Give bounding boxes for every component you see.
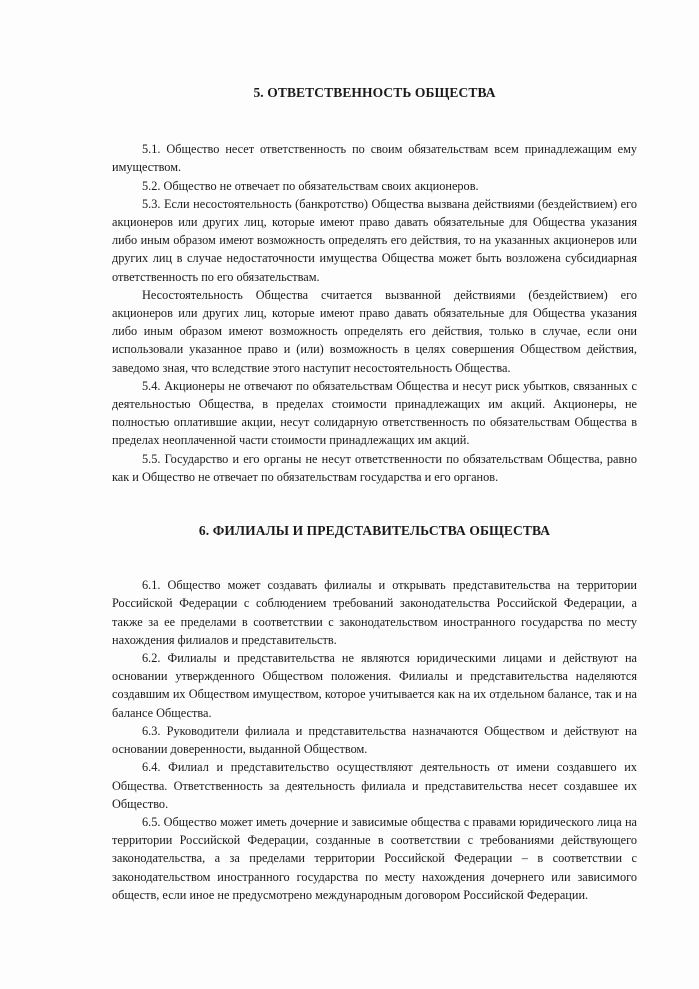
paragraph-6-3: 6.3. Руководители филиала и представительства назначаются Обществом и действуют на основании доверенности, выданной Обществом. [112, 723, 637, 757]
paragraph-5-5: 5.5. Государство и его органы не несут ответственности по обязательствам Общества, равно как и Общество не отвечает по обязательствам государства и его органов. [112, 451, 637, 484]
document-content [112, 84, 637, 904]
paragraph-6-1: 6.1. Общество может создавать филиалы и открывать представительства на территории Российской Федерации с соблюдением требований законодательства Российской Федерации, а также за ее пределами в соответствии с законодательством иностранного государства по месту нахождения филиалов и представительств. [112, 578, 637, 647]
paragraph-5-2: 5.2. Общество не отвечает по обязательствам своих акционеров. [142, 178, 479, 193]
section-6-heading: 6. ФИЛИАЛЫ И ПРЕДСТАВИТЕЛЬСТВА ОБЩЕСТВА [198, 523, 551, 539]
paragraph-5-1: 5.1. Общество несет ответственность по своим обязательствам всем принадлежащим ему имуществом. [112, 142, 637, 175]
paragraph-5-3: 5.3. Если несостоятельность (банкротство) Общества вызвана действиями (бездействием) его акционеров или других лиц, которые имеют право давать обязательные для Общества указания либо иным образом имеют возможность определять его действия, то на указанных акционеров или других лиц в случае недостаточности имущества Общества может быть возложена субсидиарная ответственность по его обязательствам. [112, 196, 637, 284]
paragraph-6-2: 6.2. Филиалы и представительства не являются юридическими лицами и действуют на основании утвержденного Обществом положения. Филиалы и представительства наделяются создавшим их Обществом имуществом, которое учитывается как на их отдельном балансе, так и на балансе Общества. [112, 651, 637, 720]
paragraph-6-5: 6.5. Общество может иметь дочерние и зависимые общества с правами юридического лица на территории Российской Федерации, созданные в соответствии с требованиями действующего законодательства, а за пределами территории Российской Федерации – в соответствии с законодательством иностранного государства по месту нахождения дочернего или зависимого обществ, если иное не предусмотрено международным договором Российской Федерации. [112, 814, 637, 902]
section-5-heading: 5. ОТВЕТСТВЕННОСТЬ ОБЩЕСТВА [253, 85, 496, 100]
paragraph-6-4: 6.4. Филиал и представительство осуществляют деятельность от имени создавшего их Общества. Ответственность за деятельность филиала и представительства несет создавшее их Общество. [112, 760, 637, 811]
paragraph-5-4: 5.4. Акционеры не отвечают по обязательствам Общества и несут риск убытков, связанных с деятельностью Общества, в пределах стоимости принадлежащих им акций. Акционеры, не полностью оплатившие акции, несут солидарную ответственность по обязательствам Общества в пределах неоплаченной части стоимости принадлежащих им акций. [112, 378, 637, 448]
paragraph-5-3-continued: Несостоятельность Общества считается вызванной действиями (бездействием) его акционеров или других лиц, которые имеют право давать обязательные для Общества указания либо иным образом имеют возможность определять его действия, только в случае, если они использовали указанное право и (или) возможность в целях совершения Обществом действия, заведомо зная, что вследствие этого наступит несостоятельность Общества. [112, 287, 637, 375]
